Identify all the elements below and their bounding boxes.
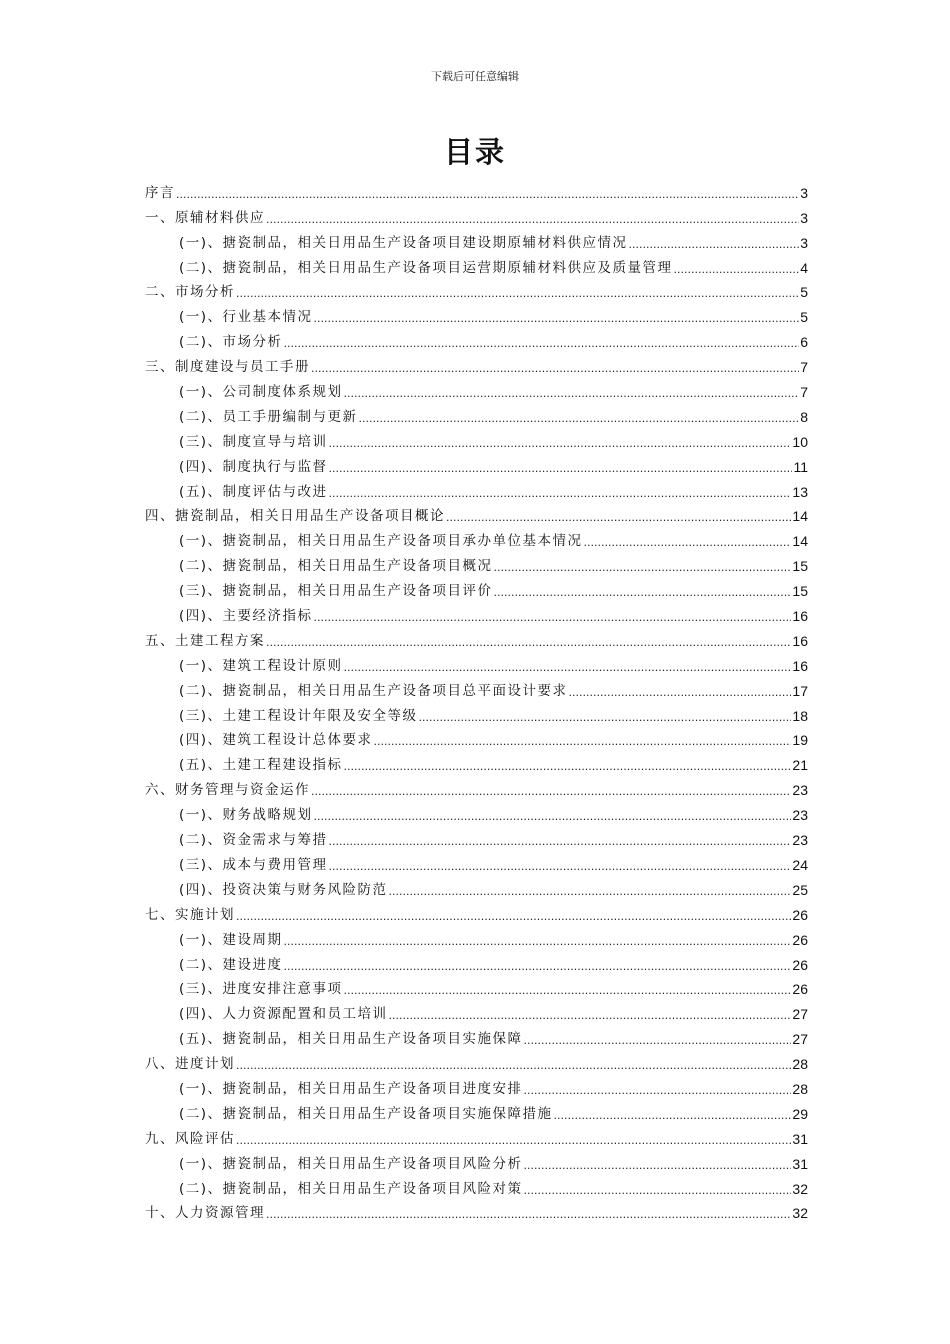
toc-dot-leader (236, 287, 799, 300)
toc-page-number: 27 (792, 1031, 808, 1048)
toc-dot-leader (329, 437, 792, 450)
toc-entry-text: (一)、建筑工程设计原则 (179, 657, 343, 674)
toc-entry[interactable] (145, 574, 808, 599)
toc-dot-leader (389, 1009, 792, 1022)
table-of-contents (145, 176, 808, 1221)
toc-page-number: 3 (800, 209, 808, 226)
toc-dot-leader (311, 362, 799, 375)
toc-entry-text: (二)、搪瓷制品，相关日用品生产设备项目实施保障措施 (179, 1105, 553, 1122)
toc-page-number: 3 (800, 234, 808, 251)
toc-page-number: 21 (792, 757, 808, 774)
toc-dot-leader (344, 661, 792, 674)
toc-entry[interactable] (145, 425, 808, 450)
toc-entry[interactable] (145, 524, 808, 549)
toc-page-number: 28 (792, 1056, 808, 1073)
toc-entry-text: (三)、制度宣导与培训 (179, 433, 328, 450)
toc-page-number: 19 (792, 732, 808, 749)
toc-dot-leader (236, 1134, 791, 1147)
toc-page-number: 14 (792, 533, 808, 550)
toc-entry[interactable] (145, 1122, 808, 1147)
toc-entry[interactable] (145, 1097, 808, 1122)
toc-dot-leader (329, 462, 793, 475)
toc-page-number: 15 (792, 558, 808, 575)
toc-dot-leader (266, 213, 799, 226)
toc-dot-leader (629, 238, 800, 251)
toc-dot-leader (524, 1034, 792, 1047)
toc-entry[interactable] (145, 823, 808, 848)
toc-dot-leader (329, 860, 792, 873)
toc-entry[interactable] (145, 599, 808, 624)
toc-entry[interactable] (145, 898, 808, 923)
toc-entry-text: (五)、搪瓷制品，相关日用品生产设备项目实施保障 (179, 1031, 523, 1048)
toc-entry-text: (三)、成本与费用管理 (179, 856, 328, 873)
toc-dot-leader (389, 885, 792, 898)
toc-entry-text: (四)、投资决策与财务风险防范 (179, 881, 388, 898)
toc-entry[interactable] (145, 276, 808, 301)
toc-page-number: 32 (792, 1180, 808, 1197)
toc-entry[interactable] (145, 948, 808, 973)
toc-page-number: 26 (792, 981, 808, 998)
toc-entry-text: 三、制度建设与员工手册 (145, 359, 310, 376)
toc-dot-leader (344, 984, 792, 997)
toc-page-number: 23 (792, 807, 808, 824)
toc-page-number: 25 (792, 881, 808, 898)
toc-page-number: 23 (792, 832, 808, 849)
toc-dot-leader (359, 412, 800, 425)
toc-page-number: 7 (800, 384, 808, 401)
toc-page-number: 26 (792, 906, 808, 923)
toc-title: 目录 (443, 135, 506, 169)
toc-dot-leader (329, 835, 792, 848)
toc-dot-leader (494, 586, 792, 599)
toc-dot-leader (584, 536, 792, 549)
toc-dot-leader (569, 686, 792, 699)
toc-entry-text: (二)、搪瓷制品，相关日用品生产设备项目风险对策 (179, 1180, 523, 1197)
toc-dot-leader (176, 188, 799, 201)
toc-page-number: 23 (792, 782, 808, 799)
toc-entry[interactable] (145, 350, 808, 375)
toc-dot-leader (344, 387, 800, 400)
toc-entry[interactable] (145, 400, 808, 425)
toc-entry-text: (一)、行业基本情况 (179, 309, 313, 326)
toc-entry-text: (四)、人力资源配置和员工培训 (179, 1006, 388, 1023)
toc-dot-leader (266, 1208, 791, 1221)
toc-entry[interactable] (145, 1072, 808, 1097)
toc-entry-text: (一)、建设周期 (179, 931, 283, 948)
toc-entry[interactable] (145, 649, 808, 674)
toc-entry-text: (一)、财务战略规划 (179, 807, 313, 824)
toc-page-number: 5 (800, 284, 808, 301)
toc-dot-leader (284, 935, 792, 948)
toc-page-number: 6 (800, 334, 808, 351)
toc-entry-text: (二)、搪瓷制品，相关日用品生产设备项目概况 (179, 558, 493, 575)
toc-entry[interactable] (145, 923, 808, 948)
toc-page-number: 13 (792, 483, 808, 500)
toc-dot-leader (554, 1109, 792, 1122)
toc-page-number: 24 (792, 856, 808, 873)
toc-dot-leader (314, 312, 800, 325)
toc-dot-leader (524, 1184, 792, 1197)
toc-entry[interactable] (145, 375, 808, 400)
toc-entry[interactable] (145, 997, 808, 1022)
toc-page-number: 15 (792, 583, 808, 600)
toc-entry[interactable] (145, 873, 808, 898)
toc-page-number: 18 (792, 707, 808, 724)
toc-entry-text: 六、财务管理与资金运作 (145, 782, 310, 799)
toc-dot-leader (494, 561, 792, 574)
toc-entry-text: 八、进度计划 (145, 1056, 235, 1073)
toc-page-number: 16 (792, 657, 808, 674)
toc-entry[interactable] (145, 300, 808, 325)
toc-entry[interactable] (145, 973, 808, 998)
toc-entry-text: 九、风险评估 (145, 1130, 235, 1147)
toc-entry[interactable] (145, 1172, 808, 1197)
toc-entry-text: (一)、搪瓷制品，相关日用品生产设备项目进度安排 (179, 1080, 523, 1097)
toc-dot-leader (314, 611, 792, 624)
toc-page-number: 31 (792, 1155, 808, 1172)
toc-entry-text: (二)、建设进度 (179, 956, 283, 973)
toc-entry[interactable] (145, 1197, 808, 1222)
toc-entry-text: (一)、搪瓷制品，相关日用品生产设备项目风险分析 (179, 1155, 523, 1172)
toc-page-number: 5 (800, 309, 808, 326)
toc-entry[interactable] (145, 500, 808, 525)
toc-page-number: 8 (800, 408, 808, 425)
page-header: 下载后可任意编辑 (431, 70, 519, 83)
toc-entry[interactable] (145, 624, 808, 649)
toc-dot-leader (374, 735, 792, 748)
toc-entry[interactable] (145, 848, 808, 873)
toc-dot-leader (674, 263, 800, 276)
toc-dot-leader (314, 810, 792, 823)
toc-page-number: 26 (792, 956, 808, 973)
toc-entry-text: (二)、员工手册编制与更新 (179, 408, 358, 425)
toc-entry[interactable] (145, 251, 808, 276)
toc-entry-text: 二、市场分析 (145, 284, 235, 301)
toc-page-number: 27 (792, 1006, 808, 1023)
toc-page-number: 4 (800, 259, 808, 276)
toc-entry-text: (四)、建筑工程设计总体要求 (179, 732, 373, 749)
toc-page-number: 10 (792, 433, 808, 450)
toc-dot-leader (419, 711, 792, 724)
toc-entry-text: (二)、市场分析 (179, 334, 283, 351)
toc-page-number: 14 (792, 508, 808, 525)
toc-entry-text: (四)、主要经济指标 (179, 608, 313, 625)
toc-entry-text: (三)、土建工程设计年限及安全等级 (179, 707, 418, 724)
toc-entry[interactable] (145, 549, 808, 574)
toc-entry-text: (一)、搪瓷制品，相关日用品生产设备项目建设期原辅材料供应情况 (179, 234, 628, 251)
toc-entry-text: 一、原辅材料供应 (145, 209, 265, 226)
toc-entry-text: (三)、进度安排注意事项 (179, 981, 343, 998)
toc-entry[interactable] (145, 1022, 808, 1047)
toc-entry[interactable] (145, 475, 808, 500)
toc-page-number: 31 (792, 1130, 808, 1147)
toc-page-number: 17 (792, 682, 808, 699)
toc-entry[interactable] (145, 176, 808, 201)
toc-page-number: 29 (792, 1105, 808, 1122)
toc-dot-leader (266, 636, 791, 649)
toc-dot-leader (344, 760, 792, 773)
toc-entry-text: (二)、搪瓷制品，相关日用品生产设备项目运营期原辅材料供应及质量管理 (179, 259, 673, 276)
toc-dot-leader (311, 785, 791, 798)
toc-entry[interactable] (145, 325, 808, 350)
toc-page-number: 26 (792, 931, 808, 948)
toc-page-number: 32 (792, 1205, 808, 1222)
toc-entry-text: (一)、公司制度体系规划 (179, 384, 343, 401)
toc-page-number: 11 (793, 458, 808, 475)
toc-dot-leader (329, 487, 792, 500)
toc-entry[interactable] (145, 724, 808, 749)
toc-entry-text: 十、人力资源管理 (145, 1205, 265, 1222)
toc-dot-leader (446, 511, 791, 524)
toc-entry-text: 五、土建工程方案 (145, 632, 265, 649)
toc-entry-text: (二)、搪瓷制品，相关日用品生产设备项目总平面设计要求 (179, 682, 568, 699)
toc-page-number: 28 (792, 1080, 808, 1097)
toc-entry-text: (四)、制度执行与监督 (179, 458, 328, 475)
toc-entry[interactable] (145, 1047, 808, 1072)
toc-entry[interactable] (145, 699, 808, 724)
toc-entry[interactable] (145, 773, 808, 798)
toc-entry[interactable] (145, 798, 808, 823)
toc-entry-text: (五)、土建工程建设指标 (179, 757, 343, 774)
toc-dot-leader (524, 1159, 792, 1172)
toc-entry-text: 四、搪瓷制品，相关日用品生产设备项目概论 (145, 508, 445, 525)
toc-entry[interactable] (145, 450, 808, 475)
toc-entry-text: (二)、资金需求与筹措 (179, 832, 328, 849)
toc-entry-text: 七、实施计划 (145, 906, 235, 923)
toc-page-number: 16 (792, 608, 808, 625)
toc-dot-leader (236, 1059, 791, 1072)
toc-dot-leader (284, 960, 792, 973)
toc-entry[interactable] (145, 226, 808, 251)
toc-entry[interactable] (145, 748, 808, 773)
toc-dot-leader (284, 337, 800, 350)
toc-entry-text: (三)、搪瓷制品，相关日用品生产设备项目评价 (179, 583, 493, 600)
toc-entry-text: (五)、制度评估与改进 (179, 483, 328, 500)
toc-entry[interactable] (145, 1147, 808, 1172)
toc-entry-text: (一)、搪瓷制品，相关日用品生产设备项目承办单位基本情况 (179, 533, 583, 550)
toc-page-number: 16 (792, 632, 808, 649)
toc-page-number: 7 (800, 359, 808, 376)
toc-page-number: 3 (800, 184, 808, 201)
toc-entry[interactable] (145, 201, 808, 226)
toc-dot-leader (236, 910, 791, 923)
toc-entry-text: 序言 (145, 184, 175, 201)
toc-dot-leader (524, 1084, 792, 1097)
toc-entry[interactable] (145, 674, 808, 699)
